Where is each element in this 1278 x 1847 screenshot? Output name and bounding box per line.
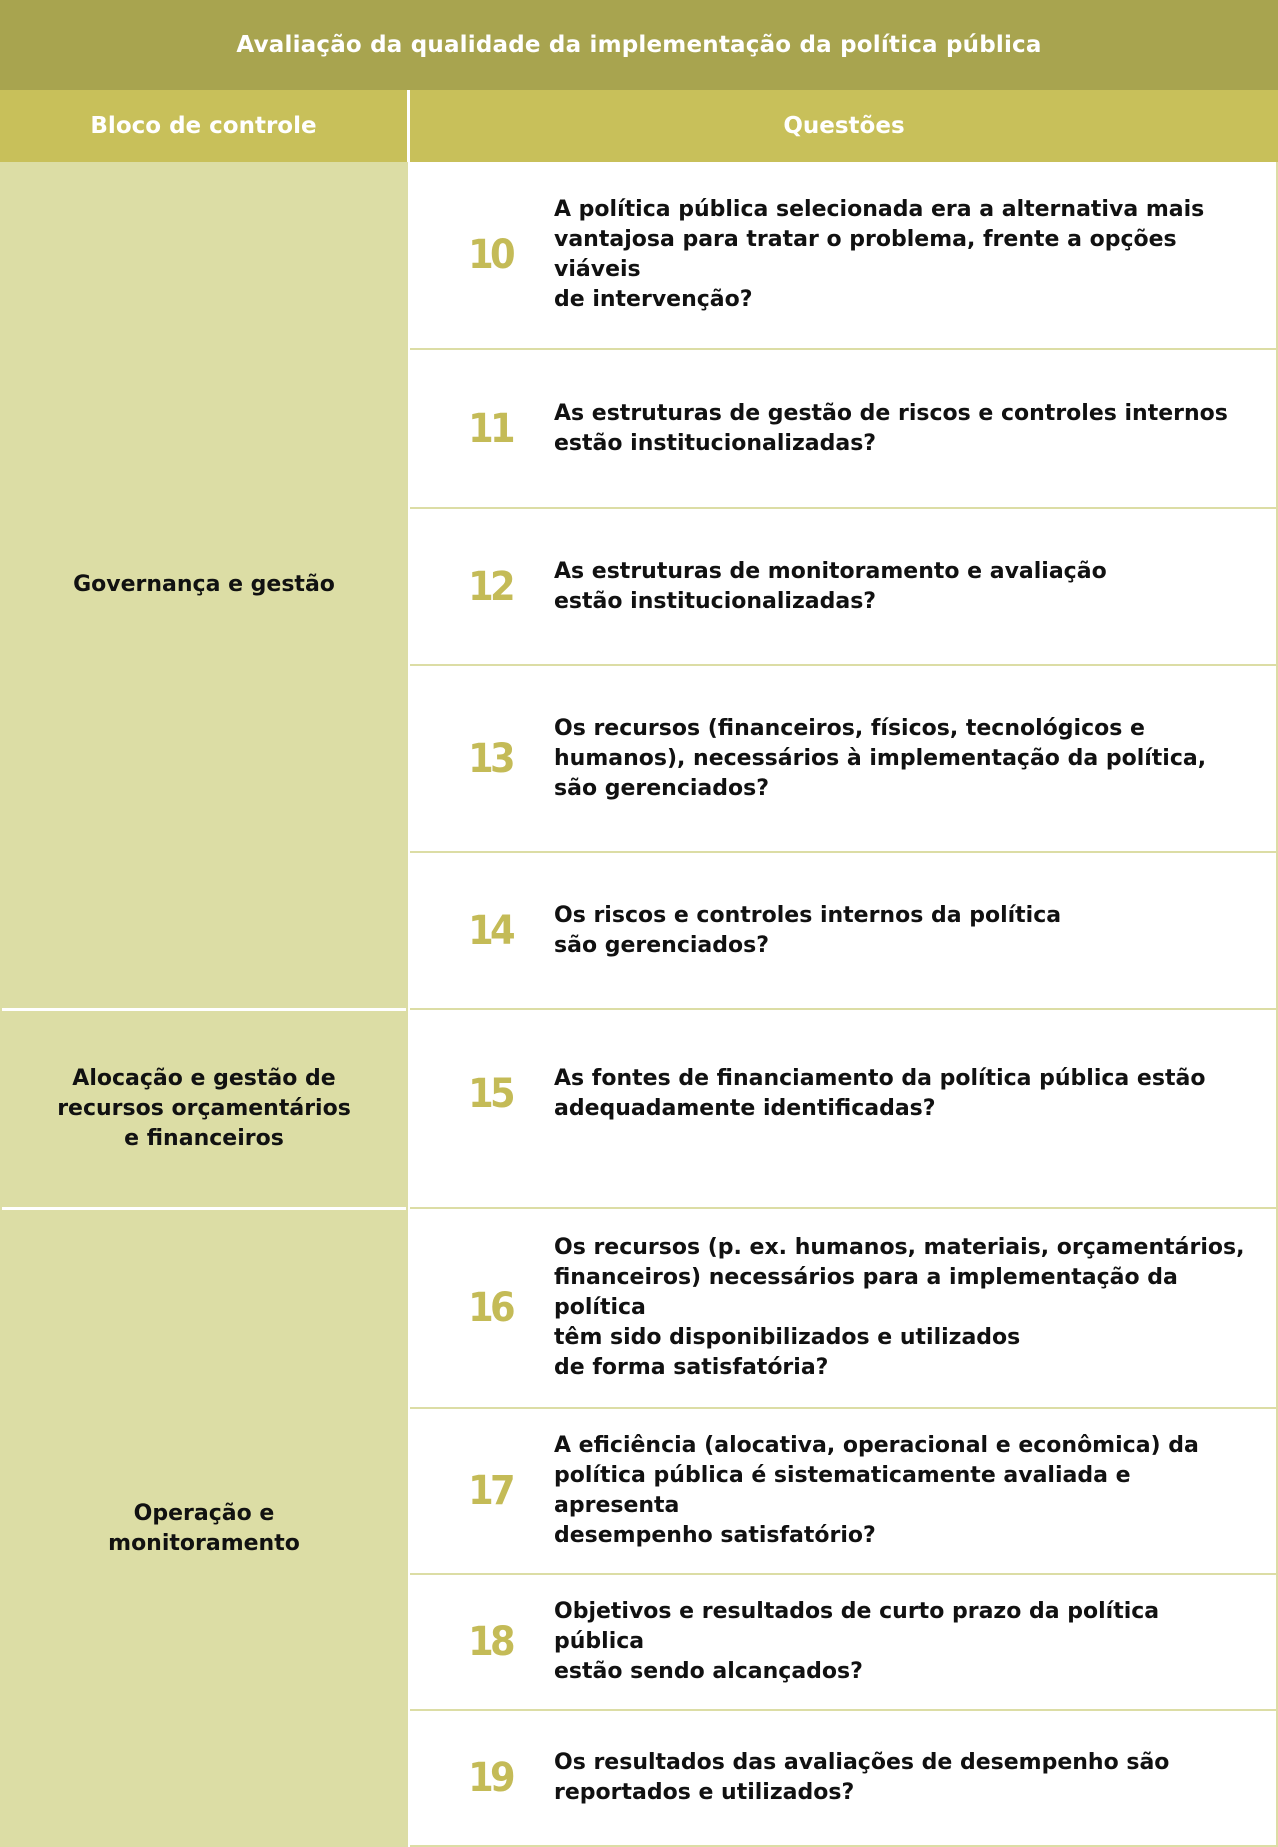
table-header-row bbox=[0, 90, 1278, 162]
question-text: A política pública selecionada era a alternativa mais vantajosa para tratar o problema, frente a opções viáveis de intervenção? bbox=[554, 197, 1205, 312]
question-text: As fontes de financiamento da política pública estão adequadamente identificadas? bbox=[554, 1066, 1206, 1121]
table-title: Avaliação da qualidade da implementação da política pública bbox=[236, 32, 1042, 58]
question-row bbox=[410, 1409, 1276, 1573]
question-number: 13 bbox=[468, 735, 512, 782]
question-number: 14 bbox=[468, 907, 512, 954]
question-number: 15 bbox=[468, 1071, 512, 1117]
block-label: Operação e monitoramento bbox=[108, 1500, 300, 1556]
question-number: 19 bbox=[468, 1755, 512, 1801]
question-text: Os riscos e controles internos da política são gerenciados? bbox=[554, 902, 1062, 958]
question-text: Os recursos (financeiros, físicos, tecnológicos e humanos), necessários à implementação da política, são gerenciados? bbox=[554, 715, 1207, 801]
question-row bbox=[410, 350, 1276, 507]
block-governance bbox=[0, 162, 408, 1008]
question-row bbox=[410, 853, 1276, 1008]
header-block-label: Bloco de controle bbox=[90, 113, 317, 139]
question-text: A eficiência (alocativa, operacional e econômica) da política pública é sistematicamente avaliada e apresenta desempenho satisfatório? bbox=[554, 1433, 1199, 1548]
question-text: Os recursos (p. ex. humanos, materiais, orçamentários, financeiros) necessários para a implementação da política têm sido disponibilizados e utilizados de forma satisfatória? bbox=[554, 1235, 1245, 1380]
question-text: As estruturas de gestão de riscos e controles internos estão institucionalizadas? bbox=[554, 400, 1228, 456]
question-number: 10 bbox=[468, 232, 512, 278]
block-budget-allocation bbox=[0, 1011, 408, 1207]
header-questions-label: Questões bbox=[783, 113, 905, 139]
question-text: Objetivos e resultados de curto prazo da política pública estão sendo alcançados? bbox=[554, 1599, 1160, 1684]
question-row bbox=[410, 1209, 1276, 1407]
question-number: 18 bbox=[468, 1619, 512, 1665]
question-row bbox=[410, 162, 1276, 348]
header-block-column bbox=[0, 90, 407, 162]
header-divider bbox=[407, 90, 410, 162]
question-number: 11 bbox=[468, 405, 512, 452]
question-number: 17 bbox=[468, 1468, 512, 1514]
question-row bbox=[410, 509, 1276, 664]
question-row bbox=[410, 1711, 1276, 1845]
question-number: 12 bbox=[468, 563, 512, 610]
question-row bbox=[410, 666, 1276, 851]
block-label: Alocação e gestão de recursos orçamentários e financeiros bbox=[57, 1066, 351, 1151]
block-label: Governança e gestão bbox=[73, 572, 335, 597]
question-row bbox=[410, 1010, 1276, 1178]
question-number: 16 bbox=[468, 1285, 512, 1331]
table-title-bar bbox=[0, 0, 1278, 90]
block-operation-monitoring bbox=[0, 1210, 408, 1847]
question-row bbox=[410, 1575, 1276, 1709]
question-text: Os resultados das avaliações de desempenho são reportados e utilizados? bbox=[554, 1750, 1170, 1805]
question-text: As estruturas de monitoramento e avaliação estão institucionalizadas? bbox=[554, 558, 1107, 614]
header-questions-column bbox=[410, 90, 1278, 162]
